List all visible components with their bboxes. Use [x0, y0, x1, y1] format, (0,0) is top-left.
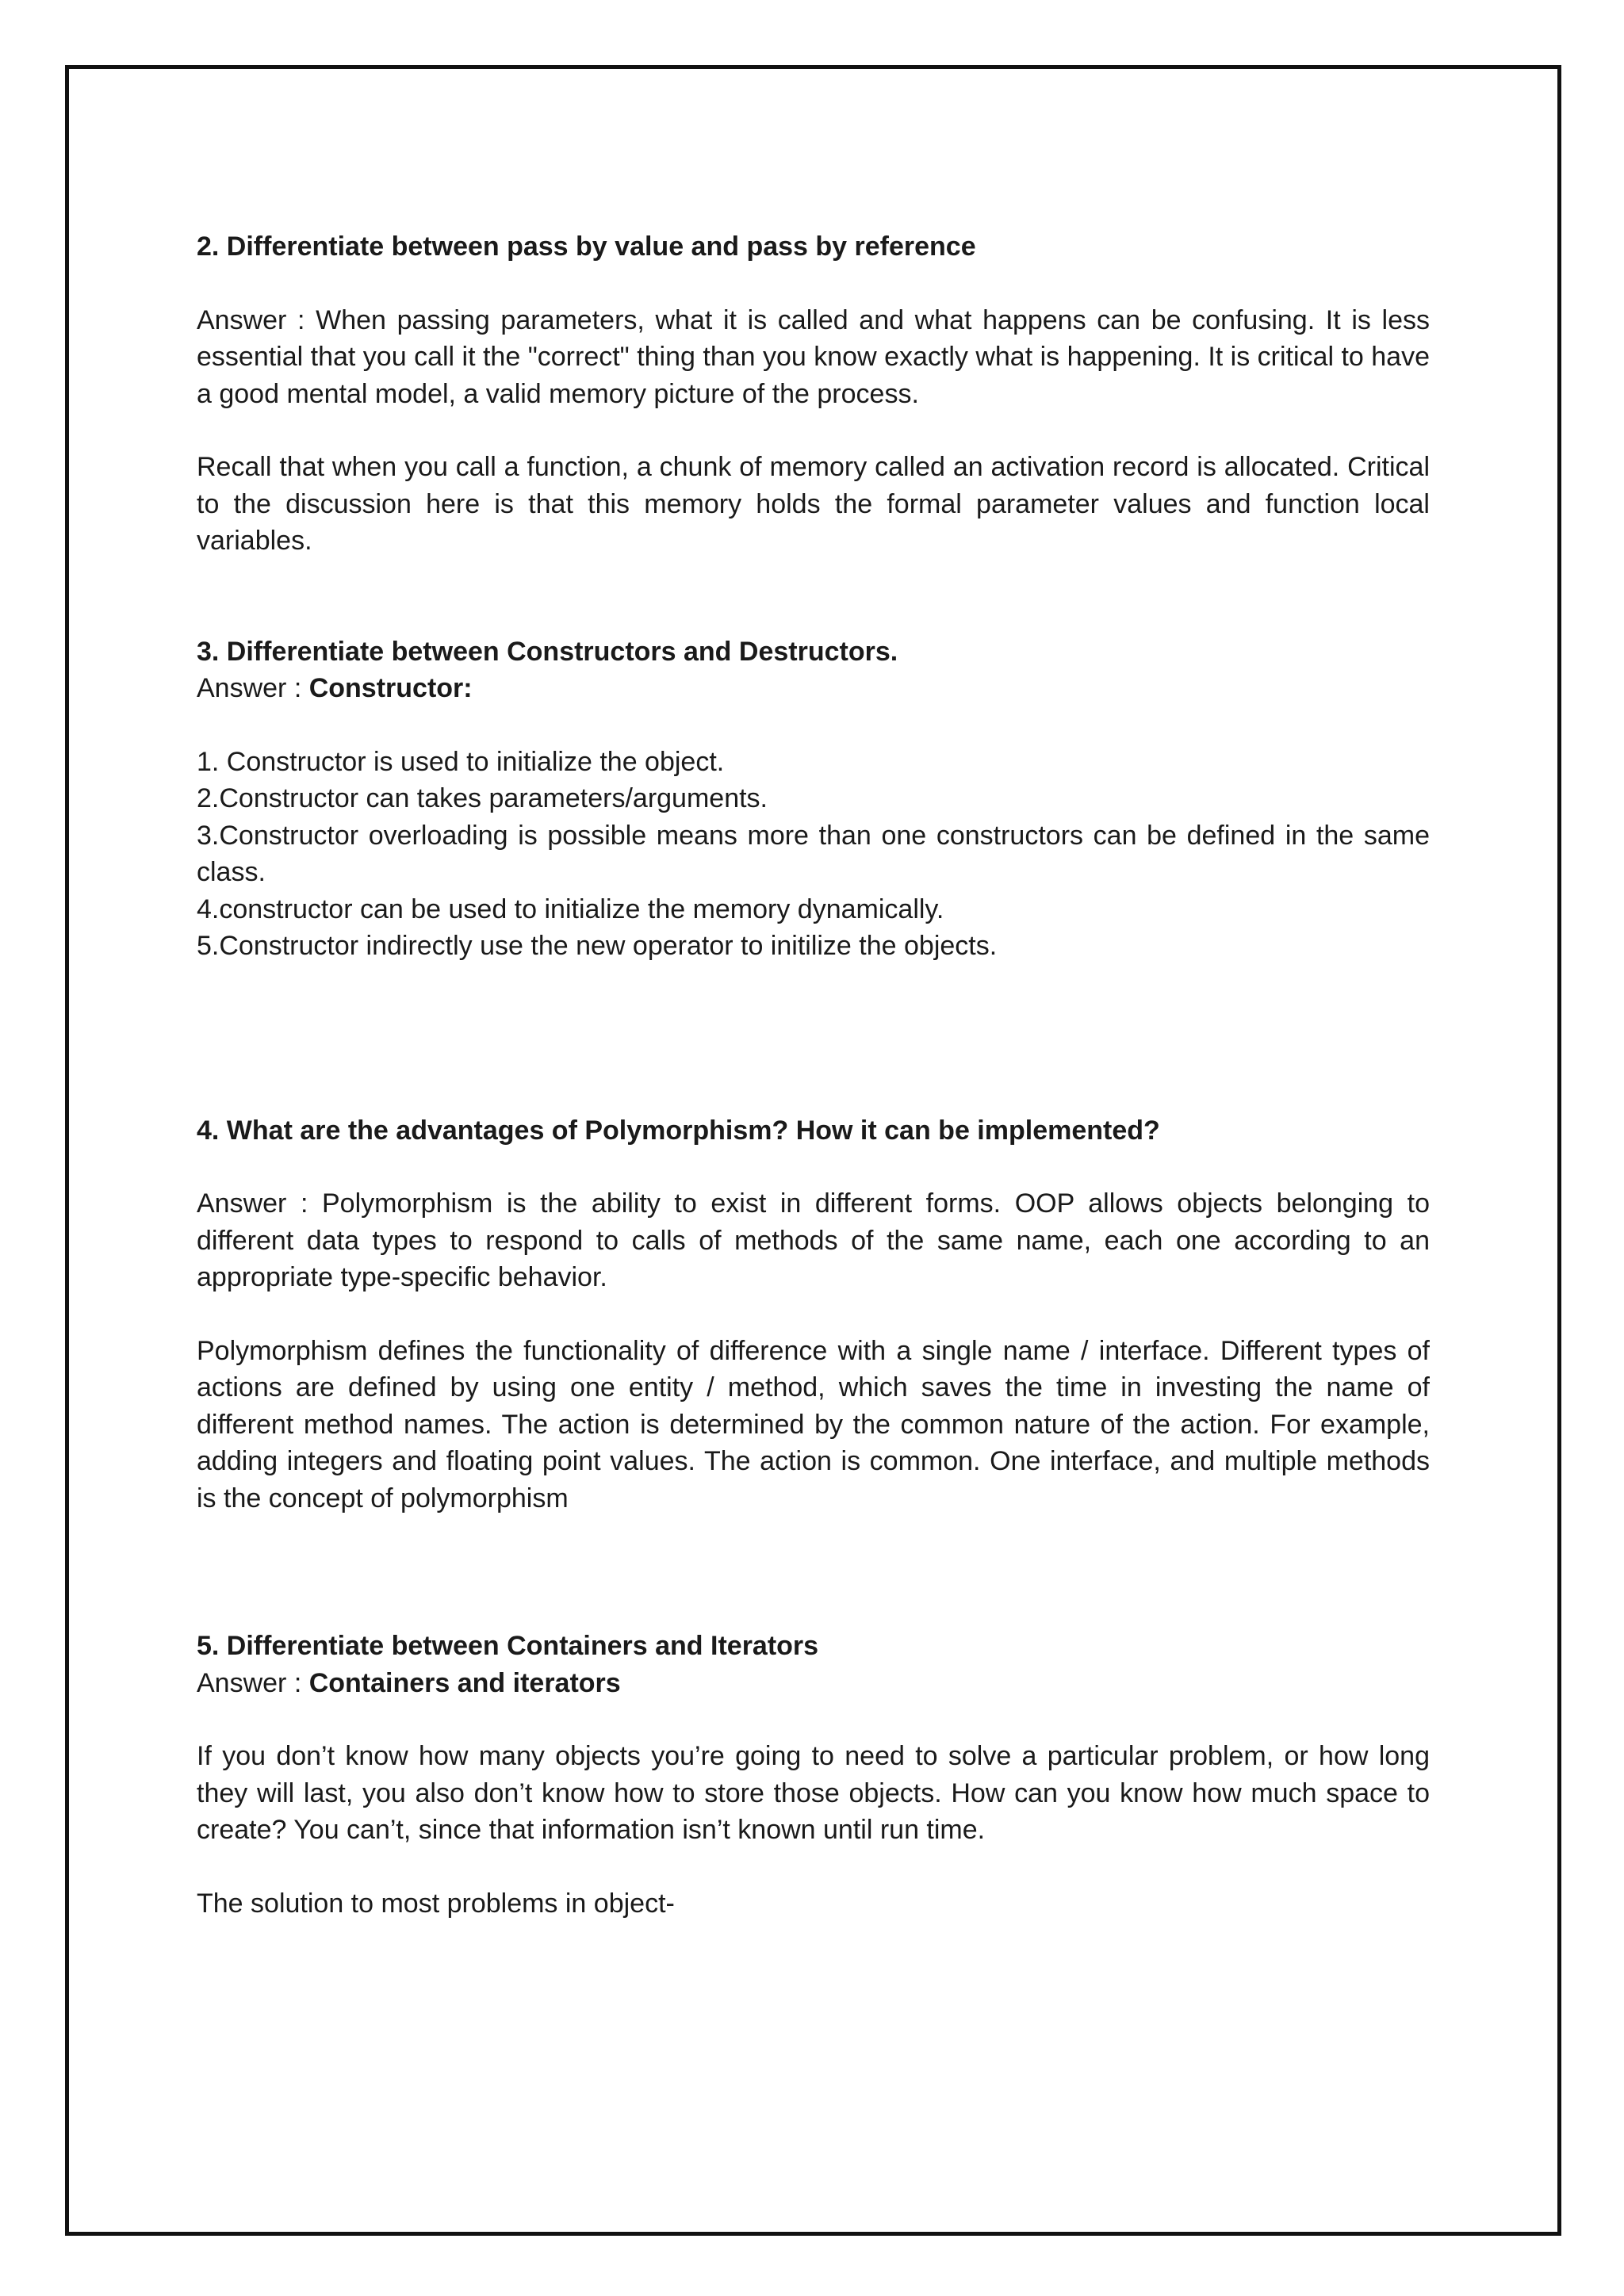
question-5-heading: 5. Differentiate between Containers and Iterators — [197, 1631, 819, 1661]
question-4 — [197, 1112, 1430, 1517]
question-2-heading: 2. Differentiate between pass by value and pass by reference — [197, 232, 976, 262]
list-item: 1. Constructor is used to initialize the object. — [197, 746, 725, 777]
answer-label: Answer : — [197, 304, 316, 335]
question-2-answer-paragraph-2: Recall that when you call a function, a chunk of memory called an activation record is allocated. Critical to the discussion here is that this memory holds the formal parameter values and function local variables. — [197, 452, 1430, 556]
question-4-answer-paragraph-1 — [197, 1185, 1430, 1296]
answer-subheading: Constructor: — [308, 673, 473, 703]
question-3 — [197, 633, 1430, 965]
list-item: 2.Constructor can takes parameters/arguments. — [197, 783, 768, 813]
question-3-heading: 3. Differentiate between Constructors and Destructors. — [197, 636, 898, 667]
question-5-answer-paragraph-2: The solution to most problems in object- — [197, 1888, 675, 1919]
list-item: 4.constructor can be used to initialize the memory dynamically. — [197, 894, 944, 924]
question-3-answer-line — [197, 670, 1430, 707]
answer-text: Polymorphism is the ability to exist in different forms. OOP allows objects belonging to different data types to respond to calls of methods of the same name, each one according to an appropriate type-specific behavior. — [197, 1188, 1430, 1292]
list-item: 5.Constructor indirectly use the new operator to initilize the objects. — [197, 931, 998, 961]
question-5-answer-paragraph-1: If you don’t know how many objects you’re going to need to solve a particular problem, or how long they will last, you also don’t know how to store those objects. How can you know how much space to create? You can’t, since that information isn’t known until run time. — [197, 1741, 1430, 1845]
document-body — [197, 228, 1430, 1922]
answer-label: Answer : — [197, 1188, 322, 1219]
answer-label: Answer : — [197, 673, 309, 703]
question-2-answer-paragraph-1 — [197, 302, 1430, 413]
answer-text: When passing parameters, what it is called and what happens can be confusing. It is less essential that you call it the "correct" thing than you know exactly what is happening. It is critical to have a good mental model, a valid memory picture of the process. — [197, 304, 1430, 409]
answer-subheading: Containers and iterators — [308, 1667, 621, 1698]
question-4-answer-paragraph-2: Polymorphism defines the functionality of difference with a single name / interface. Different types of actions are defined by using one entity / method, which saves the time in investing the name of different method names. The action is determined by the common nature of the action. For example, adding integers and floating point values. The action is common. One interface, and multiple methods is the concept of polymorphism — [197, 1335, 1430, 1513]
question-4-heading: 4. What are the advantages of Polymorphism? How it can be implemented? — [197, 1115, 1160, 1146]
question-5-answer-line — [197, 1665, 1430, 1702]
question-2 — [197, 228, 1430, 560]
answer-label: Answer : — [197, 1667, 309, 1698]
list-item: 3.Constructor overloading is possible means more than one constructors can be defined in the same class. — [197, 820, 1430, 887]
question-5 — [197, 1628, 1430, 1922]
